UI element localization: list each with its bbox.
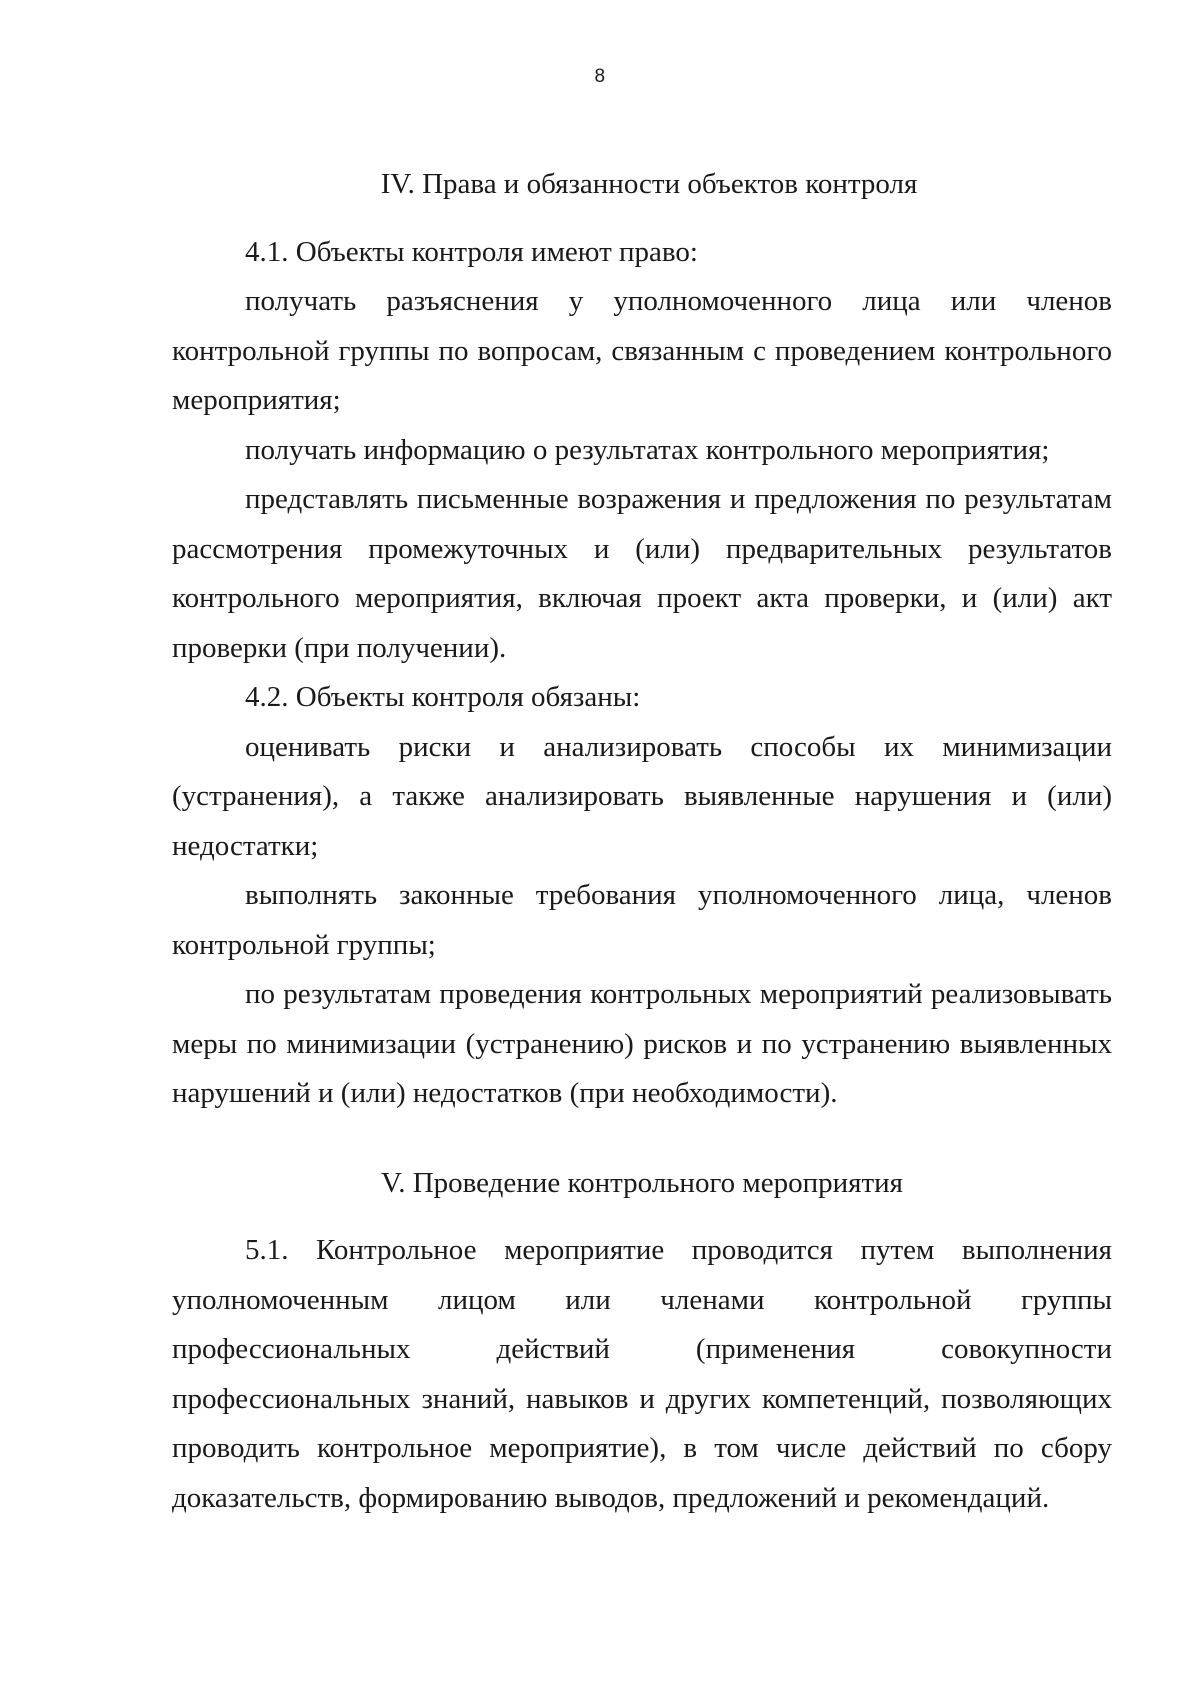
paragraph-right-objections: представлять письменные возражения и предложения по результатам рассмотрения промежуточных и (или) предварительных результатов контрольного мероприятия, включая проект акта проверки, и (или) акт проверки (при получении). xyxy=(172,483,1112,664)
paragraph-right-clarifications: получать разъяснения у уполномоченного лица или членов контрольной группы по вопросам, связанным с проведением контрольного мероприятия; xyxy=(172,285,1112,416)
section-5-heading: V. Проведение контрольного мероприятия xyxy=(381,1166,903,1199)
paragraph-right-information: получать информацию о результатах контрольного мероприятия; xyxy=(245,433,1050,466)
page-number: 8 xyxy=(594,66,606,87)
document-body xyxy=(172,160,1112,1523)
paragraph-4-2: 4.2. Объекты контроля обязаны: xyxy=(245,681,641,713)
section-4-heading: IV. Права и обязанности объектов контроля xyxy=(380,168,918,200)
paragraph-5-1: 5.1. Контрольное мероприятие проводится путем выполнения уполномоченным лицом или членами контрольной группы профессиональных действий (применения совокупности профессиональных знаний, навыков и других компетенций, позволяющих проводить контрольное мероприятие), в том числе действий по сбору доказательств, формированию выводов, предложений и рекомендаций. xyxy=(172,1234,1112,1514)
paragraph-duty-implement-measures: по результатам проведения контрольных мероприятий реализовывать меры по минимизации (устранению) рисков и по устранению выявленных нарушений и (или) недостатков (при необходимости). xyxy=(172,978,1112,1109)
paragraph-4-1: 4.1. Объекты контроля имеют право: xyxy=(245,235,698,268)
paragraph-duty-assess-risks: оценивать риски и анализировать способы их минимизации (устранения), а также анализировать выявленные нарушения и (или) недостатки; xyxy=(172,730,1112,862)
paragraph-duty-fulfill-requirements: выполнять законные требования уполномоченного лица, членов контрольной группы; xyxy=(172,879,1112,961)
